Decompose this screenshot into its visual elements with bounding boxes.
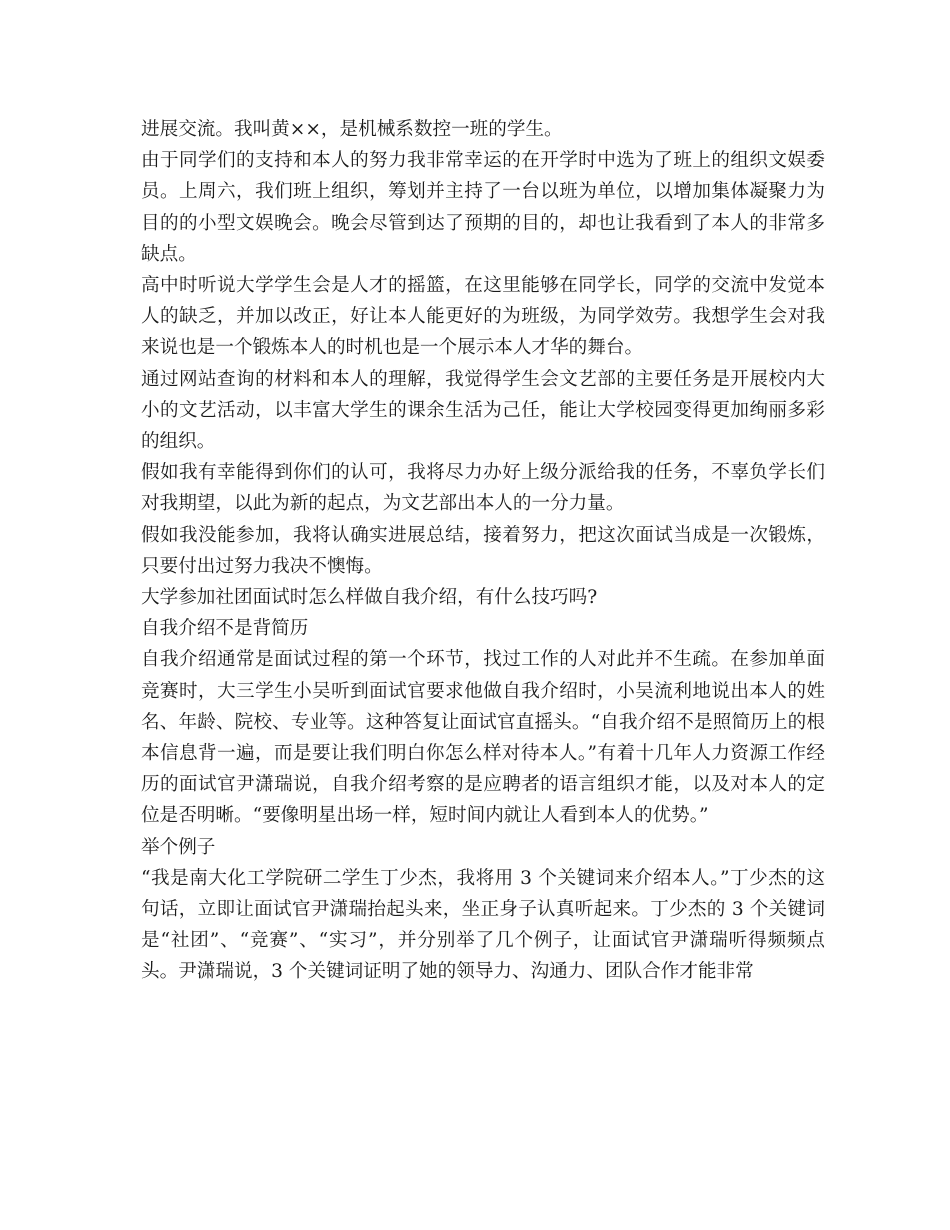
paragraph-example-story: “我是南大化工学院研二学生丁少杰，我将用 3 个关键词来介绍本人。”丁少杰的这句话，立即让面试官尹潇瑞抬起头来，坐正身子认真听起来。丁少杰的 3 个关键词是“社团”、“竞赛”、“实习”，并分别举了几个例子，让面试官尹潇瑞听得频频点头。尹潇瑞说，3 个关键词证明了她的领导力、沟通力、团队合作才能非常 bbox=[141, 867, 825, 983]
paragraph-intro-line: 进展交流。我叫黄××，是机械系数控一班的学生。 bbox=[141, 119, 563, 140]
section-heading-interview-question: 大学参加社团面试时怎么样做自我介绍，有什么技巧吗? bbox=[141, 587, 598, 609]
paragraph-self-intro-explanation: 自我介绍通常是面试过程的第一个环节，找过工作的人对此并不生疏。在参加单面竞赛时，大三学生小吴听到面试官要求他做自我介绍时，小吴流利地说出本人的姓名、年龄、院校、专业等。这种答复让面试官直摇头。“自我介绍不是照简历上的根本信息背一遍，而是要让我们明白你怎么样对待本人。”有着十几年人力资源工作经历的面试官尹潇瑞说，自我介绍考察的是应聘者的语言组织才能，以及对本人的定位是否明晰。“要像明星出场一样，短时间内就让人看到本人的优势。” bbox=[141, 649, 825, 827]
paragraph-committee-experience: 由于同学们的支持和本人的努力我非常幸运的在开学时中选为了班上的组织文娱委员。上周六，我们班上组织，筹划并主持了一台以班为单位，以增加集体凝聚力为目的的小型文娱晚会。晚会尽管到达了预期的目的，却也让我看到了本人的非常多缺点。 bbox=[141, 150, 825, 265]
paragraph-student-union-motivation: 高中时听说大学学生会是人才的摇篮，在这里能够在同学长，同学的交流中发觉本人的缺乏，并加以改正，好让本人能更好的为班级，为同学效劳。我想学生会对我来说也是一个锻炼本人的时机也是一个展示本人才华的舞台。 bbox=[141, 275, 825, 359]
paragraph-arts-department-role: 通过网站查询的材料和本人的理解，我觉得学生会文艺部的主要任务是开展校内大小的文艺活动，以丰富大学生的课余生活为己任，能让大学校园变得更加绚丽多彩的组织。 bbox=[141, 368, 825, 453]
document-body bbox=[141, 114, 825, 988]
section-heading-example: 举个例子 bbox=[141, 836, 216, 858]
paragraph-if-rejected: 假如我没能参加，我将认确实进展总结，接着努力，把这次面试当成是一次锻炼，只要付出过努力我决不懊悔。 bbox=[141, 524, 825, 577]
paragraph-if-accepted: 假如我有幸能得到你们的认可，我将尽力办好上级分派给我的任务，不辜负学长们对我期望，以此为新的起点，为文艺部出本人的一分力量。 bbox=[141, 462, 825, 515]
section-heading-not-resume: 自我介绍不是背简历 bbox=[141, 618, 309, 640]
